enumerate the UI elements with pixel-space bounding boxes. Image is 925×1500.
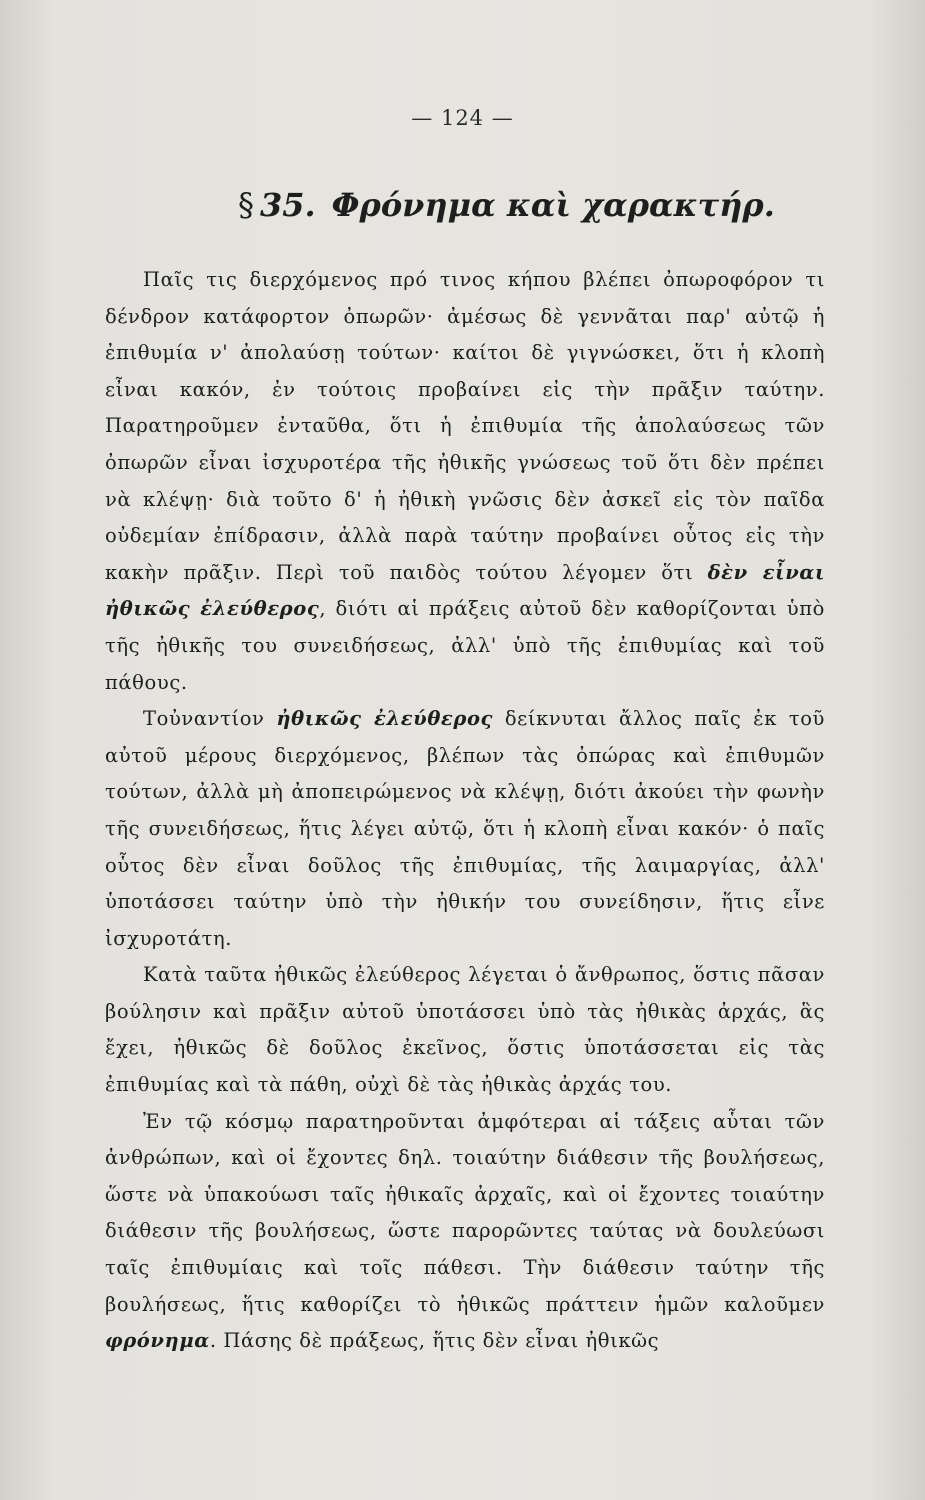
paragraph-text: δείκνυται ἄλλος παῖς ἐκ τοῦ αὐτοῦ μέρους διερχόμενος, βλέπων τὰς ὀπώρας καὶ ἐπιθυμῶν τούτων, ἀλλὰ μὴ ἀποπειρώμενος νὰ κλέψῃ, διότι ἀκούει τὴν φωνὴν τῆς συνειδήσεως, ἥτις λέγει αὐτῷ, ὅτι ἡ κλοπὴ εἶναι κακόν· ὁ παῖς οὗτος δὲν εἶναι δοῦλος τῆς ἐπιθυμίας, τῆς λαιμαργίας, ἀλλ' ὑποτάσσει ταύτην ὑπὸ τὴν ἠθικήν του συνείδησιν, ἥτις εἶνε ἰσχυροτάτη.: [105, 707, 825, 950]
paragraph-text: Παῖς τις διερχόμενος πρό τινος κήπου βλέπει ὀπωροφόρον τι δένδρον κατάφορτον ὀπωρῶν· ἀμέσως δὲ γεννᾶται παρ' αὐτῷ ἡ ἐπιθυμία ν' ἀπολαύσῃ τούτων· καίτοι δὲ γιγνώσκει, ὅτι ἡ κλοπὴ εἶναι κακόν, ἐν τούτοις προβαίνει εἰς τὴν πρᾶξιν ταύτην. Παρατηροῦμεν ἐνταῦθα, ὅτι ἡ ἐπιθυμία τῆς ἀπολαύσεως τῶν ὀπωρῶν εἶναι ἰσχυροτέρα τῆς ἠθικῆς γνώσεως τοῦ ὅτι δὲν πρέπει νὰ κλέψῃ· διὰ τοῦτο δ' ἡ ἠθικὴ γνῶσις δὲν ἀσκεῖ εἰς τὸν παῖδα οὐδεμίαν ἐπίδρασιν, ἀλλὰ παρὰ ταύτην προβαίνει οὗτος εἰς τὴν κακὴν πρᾶξιν. Περὶ τοῦ παιδὸς τούτου λέγομεν ὅτι: [105, 268, 825, 584]
emphasized-phrase: ἠθικῶς ἐλεύθερος: [276, 707, 494, 731]
paragraph: [105, 701, 825, 957]
emphasized-phrase: φρόνημα: [105, 1329, 210, 1353]
paragraph: [105, 1104, 825, 1360]
paragraph-text: , διότι αἱ πράξεις αὐτοῦ δὲν καθορίζονται ὑπὸ τῆς ἠθικῆς του συνειδήσεως, ἀλλ' ὑπὸ τῆς ἐπιθυμίας καὶ τοῦ πάθους.: [105, 597, 826, 694]
section-title: Φρόνημα καὶ χαρακτήρ.: [331, 186, 775, 224]
section-heading: [238, 186, 838, 224]
paragraph: [105, 262, 825, 701]
page-number: — 124 —: [411, 106, 514, 130]
emphasized-phrase: δὲν εἶναι ἠθικῶς ἐλεύθερος: [105, 560, 825, 621]
paragraph: [105, 957, 825, 1103]
section-number: 35.: [260, 186, 316, 224]
body-text: [105, 262, 825, 1360]
paragraph-text: Τοὐναντίον: [143, 707, 277, 731]
section-symbol: §: [238, 186, 254, 224]
paragraph-text: Κατὰ ταῦτα ἠθικῶς ἐλεύθερος λέγεται ὁ ἄνθρωπος, ὅστις πᾶσαν βούλησιν καὶ πρᾶξιν αὐτοῦ ὑποτάσσει ὑπὸ τὰς ἠθικὰς ἀρχάς, ἃς ἔχει, ἠθικῶς δὲ δοῦλος ἐκεῖνος, ὅστις ὑποτάσσεται εἰς τὰς ἐπιθυμίας καὶ τὰ πάθη, οὐχὶ δὲ τὰς ἠθικὰς ἀρχάς του.: [105, 963, 825, 1097]
paragraph-text: Ἐν τῷ κόσμῳ παρατηροῦνται ἀμφότεραι αἱ τάξεις αὗται τῶν ἀνθρώπων, καὶ οἱ ἔχοντες δηλ. τοιαύτην διάθεσιν τῆς βουλήσεως, ὥστε νὰ ὑπακούωσι ταῖς ἠθικαῖς ἀρχαῖς, καὶ οἱ ἔχοντες τοιαύτην διάθεσιν τῆς βουλήσεως, ὥστε παρορῶντες ταύτας νὰ δουλεύωσι ταῖς ἐπιθυμίαις καὶ τοῖς πάθεσι. Τὴν διάθεσιν ταύτην τῆς βουλήσεως, ἥτις καθορίζει τὸ ἠθικῶς πράττειν ἡμῶν καλοῦμεν: [105, 1109, 825, 1316]
paragraph-text: . Πάσης δὲ πράξεως, ἥτις δὲν εἶναι ἠθικῶς: [209, 1329, 660, 1353]
